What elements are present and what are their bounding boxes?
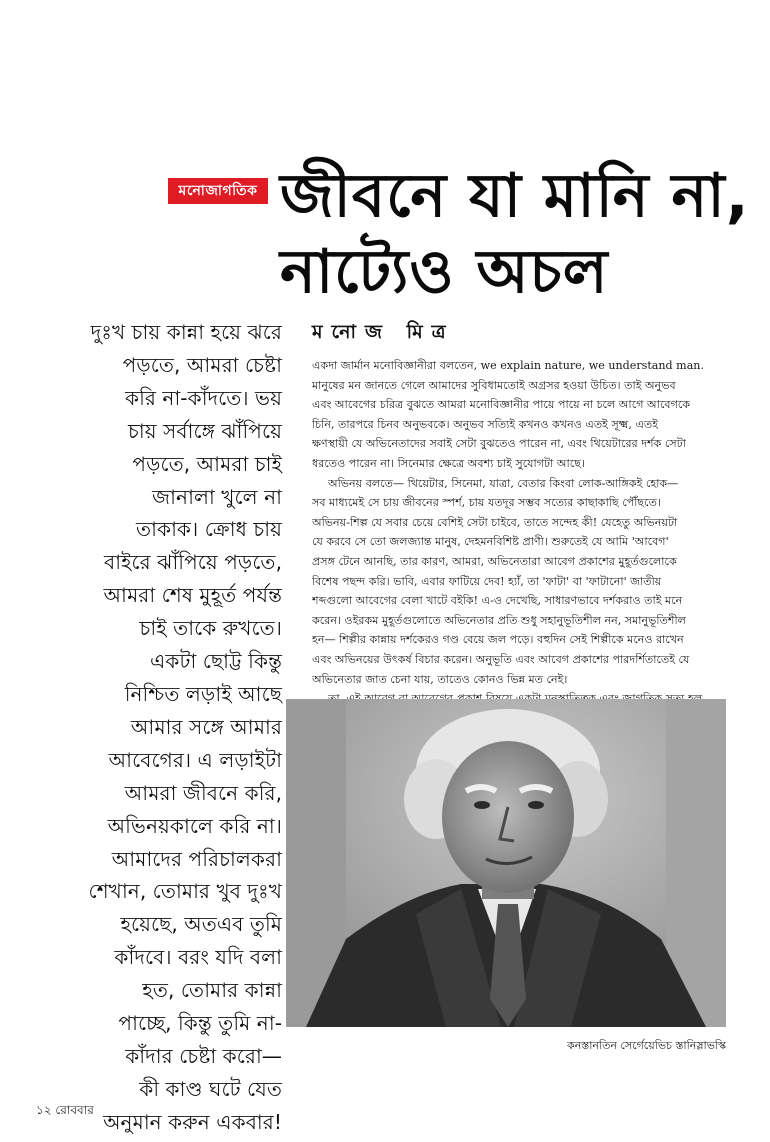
portrait-photo xyxy=(286,699,726,1027)
pull-quote-line: আবেগের। এ লড়াইটা xyxy=(108,747,282,772)
pull-quote-line: নিশ্চিত লড়াই আছে xyxy=(124,681,282,706)
pull-quote-line: কাঁদবে। বরং যদি বলা xyxy=(114,945,282,970)
pull-quote-line: পড়তে, আমরা চাই xyxy=(132,451,282,476)
pull-quote-line: পাচ্ছে, কিন্তু তুমি না- xyxy=(118,1011,282,1036)
body-line: করেন। ওইরকম মুহূর্তগুলোতে অভিনেতার প্রতি শুধু সহানুভূতিশীল নন, সমানুভূতিশীল xyxy=(312,613,686,627)
body-line: এবং আবেগের চরিত্র বুঝতে আমরা মনোবিজ্ঞানীর পায়ে পায়ে না চলে আগে আবেগকে xyxy=(312,398,691,412)
body-line: অভিনেতার জাত চেনা যায়, তাতেও কোনও ভিন্ন মত নেই। xyxy=(312,672,568,686)
pull-quote-line: দুঃখ চায় কান্না হয়ে ঝরে xyxy=(90,320,282,344)
pull-quote-line: আমরা জীবনে করি, xyxy=(124,780,282,805)
pull-quote-line: জানালা খুলে না xyxy=(152,484,282,509)
body-line: ক্ষণস্থায়ী যে অভিনেতাদের সবাই সেটা বুঝতেও পারেন না, এবং থিয়েটারের দর্শক সেটা xyxy=(312,437,687,451)
pull-quote-line: কী কাণ্ড ঘটে যেত xyxy=(139,1076,282,1101)
photo-caption: কনস্তানতিন সের্গেয়েভিচ স্তানিস্লাভস্কি xyxy=(567,1039,726,1052)
body-line: বিশেষ পছন্দ করি। ভাবি, এবার ফাটিয়ে দেব! হ্যাঁ, তা 'ফাটা' বা 'ফাটানো' জাতীয় xyxy=(312,574,662,588)
body-line: শব্দগুলো আবেগের বেলা খাটে বইকি! এ-ও দেখেছি, সাধারণভাবে দর্শকরাও তাই মনে xyxy=(312,594,683,608)
body-line: চিনি, তারপরে চিনব অনুভবকে। অনুভব সত্যিই কখনও কখনও এতই সূক্ষ্ম, এতই xyxy=(312,417,659,431)
pull-quote-line: শেখান, তোমার খুব দুঃখ xyxy=(88,879,282,904)
body-line: অভিনয়-শিল্প যে সবার চেয়ে বেশিই সেটা চাইবে, তাতে সন্দেহ কী! যেহেতু অভিনয়টা xyxy=(312,515,678,529)
body-line: এবং অভিনয়ের উৎকর্ষ বিচার করেন। অনুভূতি এবং আবেগ প্রকাশের পারদর্শিতাতেই যে xyxy=(312,652,690,666)
pull-quote-line: বাইরে ঝাঁপিয়ে পড়তে, xyxy=(103,550,282,575)
pull-quote-line: আমাদের পরিচালকরা xyxy=(111,846,282,871)
headline xyxy=(280,158,750,310)
pull-quote-line: করি না-কাঁদতে। ভয় xyxy=(124,385,282,410)
pull-quote-line: হত, তোমার কান্না xyxy=(142,978,282,1003)
pull-quote-line: অভিনয়কালে করি না। xyxy=(107,813,282,838)
body-line: প্রসঙ্গ টেনে আনছি, তার কারণ, আমরা, অভিনেতারা আবেগ প্রকাশের মুহূর্তগুলোকে xyxy=(312,554,677,568)
pull-quote-line: পড়তে, আমরা চেষ্টা xyxy=(122,352,282,377)
pull-quote-line: চাই তাকে রুখতে। xyxy=(139,616,282,641)
pull-quote-line: চায় সর্বাঙ্গে ঝাঁপিয়ে xyxy=(127,418,282,443)
pull-quote-line: আমার সঙ্গে আমার xyxy=(130,714,282,739)
page-folio: ১২ রোববার xyxy=(36,1103,94,1117)
pull-quote-line: কাঁদার চেষ্টা করো— xyxy=(125,1043,282,1068)
article-body xyxy=(312,356,742,728)
pull-quote-line: অনুমান করুন একবার! xyxy=(103,1109,282,1134)
body-line: ধরতেও পারেন না। সিনেমার ক্ষেত্রে অবশ্য চাই সুযোগটা আছে। xyxy=(312,456,585,470)
body-line: অভিনয় বলতে— থিয়েটার, সিনেমা, যাত্রা, বেতার কিংবা লোক-আঙ্গিকই হোক— xyxy=(328,476,679,490)
pull-quote-line: তাকাক। ক্রোধ চায় xyxy=(135,517,282,542)
portrait-illustration xyxy=(286,699,726,1027)
headline-line-1: জীবনে যা মানি না, xyxy=(280,161,750,231)
body-line: একদা জার্মান মনোবিজ্ঞানীরা বলতেন, we explain nature, we understand man. xyxy=(312,359,704,372)
body-line: মানুষের মন জানতে গেলে আমাদের সুবিধামতোই অগ্রসর হওয়া উচিত। তাই অনুভব xyxy=(312,378,676,392)
pull-quote-line: হয়েছে, অতএব তুমি xyxy=(120,912,282,937)
body-line: হন— শিল্পীর কান্নায় দর্শকেরও গণ্ড বেয়ে জল পড়ে। বহুদিন সেই শিল্পীকে মনেও রাখেন xyxy=(312,633,684,647)
body-line: সব মাধ্যমেই সে চায় জীবনের স্পর্শ, চায় যতদূর সম্ভব সত্যের কাছাকাছি পৌঁছতে। xyxy=(312,496,661,510)
headline-line-2: নাট্যেও অচল xyxy=(280,237,609,307)
pull-quote-line: একটা ছোট্ট কিন্তু xyxy=(150,649,282,674)
pull-quote xyxy=(52,316,282,1139)
pull-quote-line: আমরা শেষ মুহূর্ত পর্যন্ত xyxy=(103,583,282,608)
body-line: যে করবে সে তো জলজ্যান্ত মানুষ, দেহমনবিশিষ্ট প্রাণী। শুরুতেই যে আমি 'আবেগ' xyxy=(312,535,669,549)
section-tag: মনোজাগতিক xyxy=(168,178,268,204)
author-byline: মনোজ মিত্র xyxy=(312,321,455,343)
